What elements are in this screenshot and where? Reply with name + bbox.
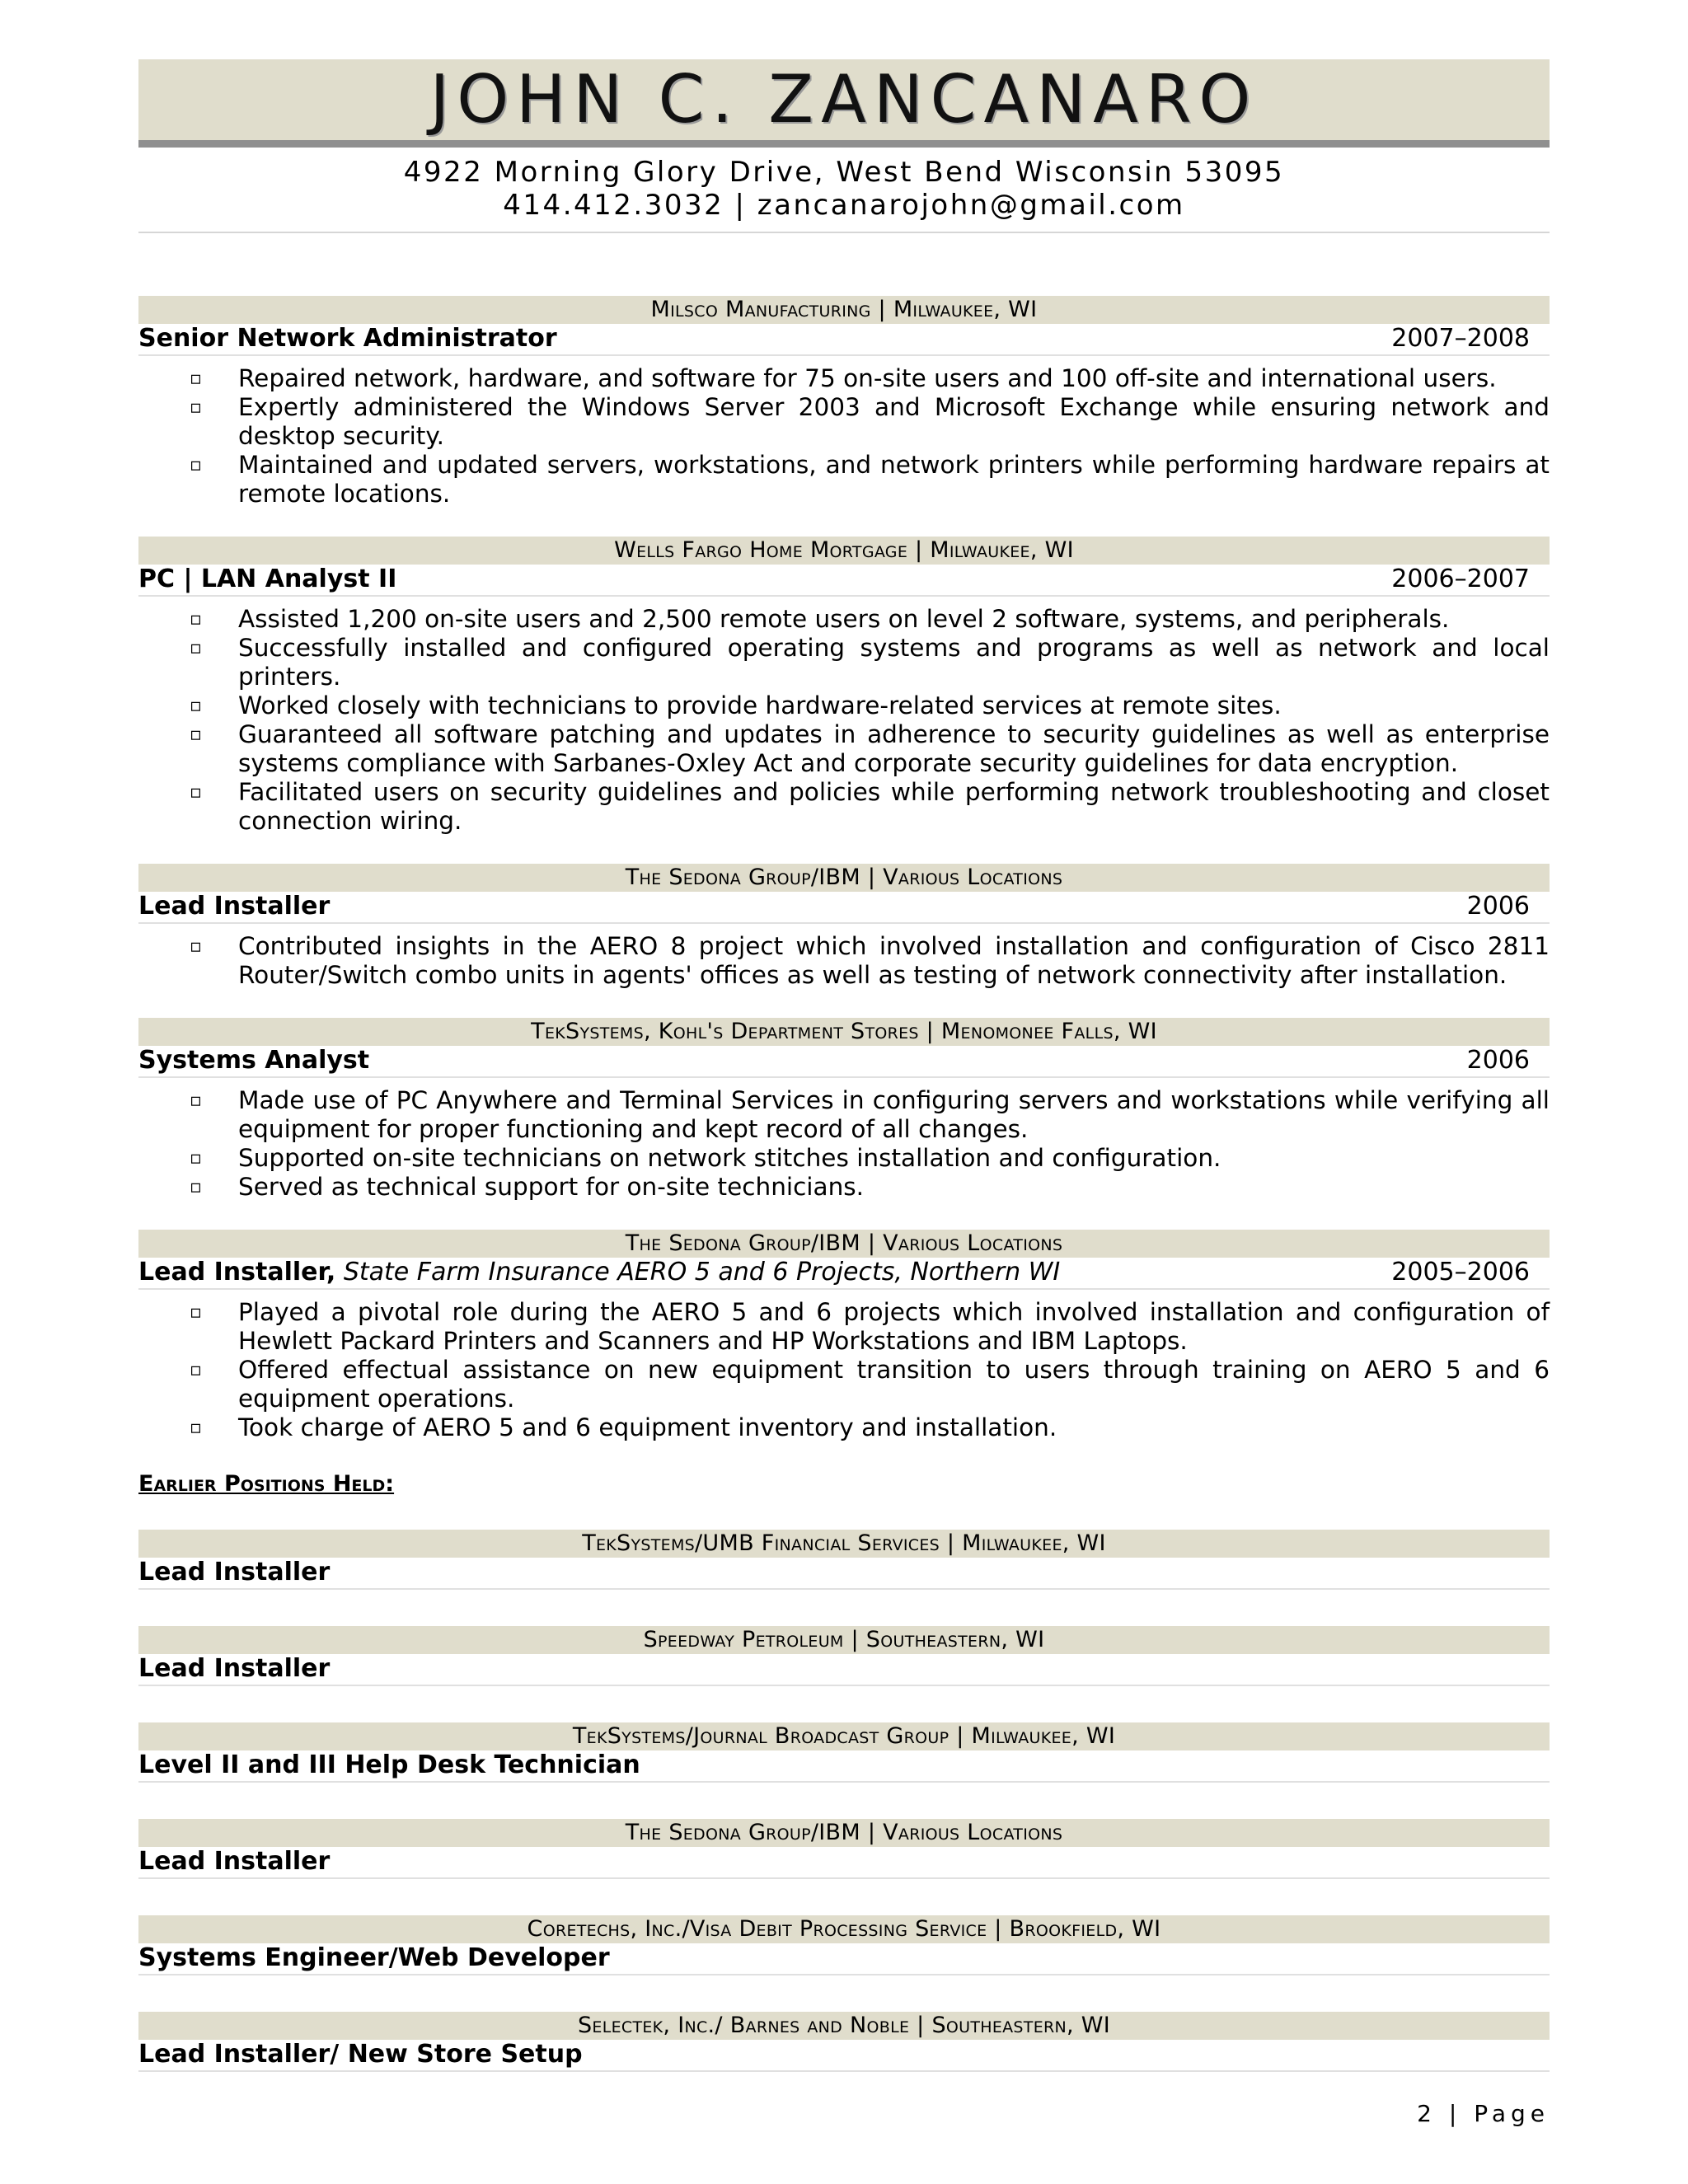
job-title: Level II and III Help Desk Technician <box>138 1750 640 1779</box>
square-bullet-icon: ▫ <box>190 696 202 716</box>
job-title: Lead Installer, <box>138 1258 336 1286</box>
job-title-row <box>138 1258 1550 1290</box>
square-bullet-icon: ▫ <box>190 455 202 476</box>
job-title: Lead Installer/ New Store Setup <box>138 2040 583 2069</box>
bullet-item: ▫ Successfully installed and configured operating systems and programs as well as network and local printers. <box>190 634 1550 691</box>
square-bullet-icon: ▫ <box>190 609 202 630</box>
company-band: TekSystems/Journal Broadcast Group | Milwaukee, WI <box>138 1722 1550 1750</box>
candidate-name: JOHN C. ZANCANARO <box>429 61 1259 138</box>
square-bullet-icon: ▫ <box>190 1302 202 1323</box>
bullet-item: ▫ Served as technical support for on-site technicians. <box>190 1173 865 1201</box>
page-number: 2 | Page <box>1417 2100 1550 2127</box>
company-band: Coretechs, Inc./Visa Debit Processing Service | Brookfield, WI <box>138 1915 1550 1943</box>
job-title-row <box>138 565 1550 597</box>
bullet-item: ▫ Played a pivotal role during the AERO 5 and 6 projects which involved installation and configuration of Hewlett Packard Printers and Scanners and HP Workstations and IBM Laptops. <box>190 1298 1550 1355</box>
square-bullet-icon: ▫ <box>190 936 202 957</box>
earlier-position <box>138 1915 1550 1975</box>
job-title: Systems Engineer/Web Developer <box>138 1943 610 1972</box>
square-bullet-icon: ▫ <box>190 1177 202 1197</box>
bullet-item: ▫ Expertly administered the Windows Server 2003 and Microsoft Exchange while ensuring network and desktop security. <box>190 393 1550 450</box>
job-title-detail: State Farm Insurance AERO 5 and 6 Projects, Northern WI <box>343 1258 1061 1286</box>
job-title: Systems Analyst <box>138 1046 370 1075</box>
company-band: Speedway Petroleum | Southeastern, WI <box>138 1626 1550 1654</box>
square-bullet-icon: ▫ <box>190 1418 202 1438</box>
earlier-position <box>138 1819 1550 1879</box>
earlier-position <box>138 2012 1550 2072</box>
bullet-item: ▫ Made use of PC Anywhere and Terminal Services in configuring servers and workstations while verifying all equipment for proper functioning and kept record of all changes. <box>190 1086 1550 1143</box>
job-section <box>138 296 1550 509</box>
contact-block <box>138 156 1550 233</box>
earlier-positions-heading: Earlier Positions Held: <box>138 1471 395 1497</box>
company-band: Wells Fargo Home Mortgage | Milwaukee, WI <box>138 537 1550 565</box>
job-dates: 2007–2008 <box>1391 324 1530 353</box>
job-title-row <box>138 1943 1550 1975</box>
job-dates: 2006 <box>1466 1046 1530 1075</box>
job-title-row <box>138 1847 1550 1879</box>
company-band: TekSystems/UMB Financial Services | Milwaukee, WI <box>138 1530 1550 1558</box>
name-band <box>138 59 1550 148</box>
job-title-row <box>138 1654 1550 1686</box>
job-bullets <box>138 1298 1550 1442</box>
bullet-item: ▫ Maintained and updated servers, workstations, and network printers while performing hardware repairs at remote locations. <box>190 451 1550 508</box>
job-section <box>138 1230 1550 1442</box>
resume-page <box>138 59 1550 2072</box>
job-title-row <box>138 1558 1550 1590</box>
job-section <box>138 1018 1550 1202</box>
job-title: Lead Installer <box>138 1654 331 1683</box>
company-band: Milsco Manufacturing | Milwaukee, WI <box>138 296 1550 324</box>
job-dates: 2006 <box>1466 892 1530 921</box>
job-title: Senior Network Administrator <box>138 324 557 353</box>
bullet-item: ▫ Contributed insights in the AERO 8 project which involved installation and configuration of Cisco 2811 Router/Switch combo units in agents' offices as well as testing of network connectivity after installation. <box>190 932 1550 989</box>
bullet-item: ▫ Assisted 1,200 on-site users and 2,500 remote users on level 2 software, systems, and peripherals. <box>190 605 1450 633</box>
job-dates: 2006–2007 <box>1391 565 1530 593</box>
square-bullet-icon: ▫ <box>190 782 202 803</box>
bullet-item: ▫ Worked closely with technicians to provide hardware-related services at remote sites. <box>190 691 1282 719</box>
job-title-row <box>138 892 1550 924</box>
square-bullet-icon: ▫ <box>190 724 202 745</box>
company-band: Selectek, Inc./ Barnes and Noble | Southeastern, WI <box>138 2012 1550 2040</box>
job-title: Lead Installer <box>138 1847 331 1876</box>
bullet-item: ▫ Offered effectual assistance on new equipment transition to users through training on AERO 5 and 6 equipment operations. <box>190 1356 1550 1413</box>
earlier-positions <box>138 1470 1550 2072</box>
square-bullet-icon: ▫ <box>190 397 202 418</box>
job-bullets <box>138 605 1550 836</box>
square-bullet-icon: ▫ <box>190 368 202 389</box>
company-band: TekSystems, Kohl's Department Stores | Menomonee Falls, WI <box>138 1018 1550 1046</box>
job-title-row <box>138 2040 1550 2072</box>
square-bullet-icon: ▫ <box>190 1360 202 1380</box>
bullet-item: ▫ Guaranteed all software patching and updates in adherence to security guidelines as well as enterprise systems compliance with Sarbanes-Oxley Act and corporate security guidelines for data encryption. <box>190 720 1550 777</box>
company-band: The Sedona Group/IBM | Various Locations <box>138 864 1550 892</box>
bullet-item: ▫ Took charge of AERO 5 and 6 equipment inventory and installation. <box>190 1413 1057 1441</box>
job-title: PC | LAN Analyst II <box>138 565 397 593</box>
square-bullet-icon: ▫ <box>190 1148 202 1169</box>
company-band: The Sedona Group/IBM | Various Locations <box>138 1819 1550 1847</box>
job-section <box>138 537 1550 836</box>
job-bullets <box>138 364 1550 509</box>
address: 4922 Morning Glory Drive, West Bend Wisconsin 53095 <box>403 156 1285 189</box>
square-bullet-icon: ▫ <box>190 638 202 658</box>
phone-email: 414.412.3032 | zancanarojohn@gmail.com <box>503 189 1185 222</box>
job-dates: 2005–2006 <box>1391 1258 1530 1286</box>
job-section <box>138 864 1550 990</box>
job-title: Lead Installer <box>138 1558 331 1586</box>
bullet-item: ▫ Repaired network, hardware, and software for 75 on-site users and 100 off-site and international users. <box>190 364 1497 392</box>
company-band: The Sedona Group/IBM | Various Locations <box>138 1230 1550 1258</box>
earlier-position <box>138 1722 1550 1783</box>
job-title-row <box>138 1750 1550 1783</box>
job-title: Lead Installer <box>138 892 331 921</box>
square-bullet-icon: ▫ <box>190 1090 202 1111</box>
job-bullets <box>138 932 1550 990</box>
earlier-position <box>138 1530 1550 1590</box>
job-title-row <box>138 1046 1550 1078</box>
job-title-row <box>138 324 1550 356</box>
bullet-item: ▫ Supported on-site technicians on network stitches installation and configuration. <box>190 1144 1221 1172</box>
bullet-item: ▫ Facilitated users on security guidelines and policies while performing network troubleshooting and closet connection wiring. <box>190 778 1550 835</box>
job-bullets <box>138 1086 1550 1202</box>
earlier-position <box>138 1626 1550 1686</box>
